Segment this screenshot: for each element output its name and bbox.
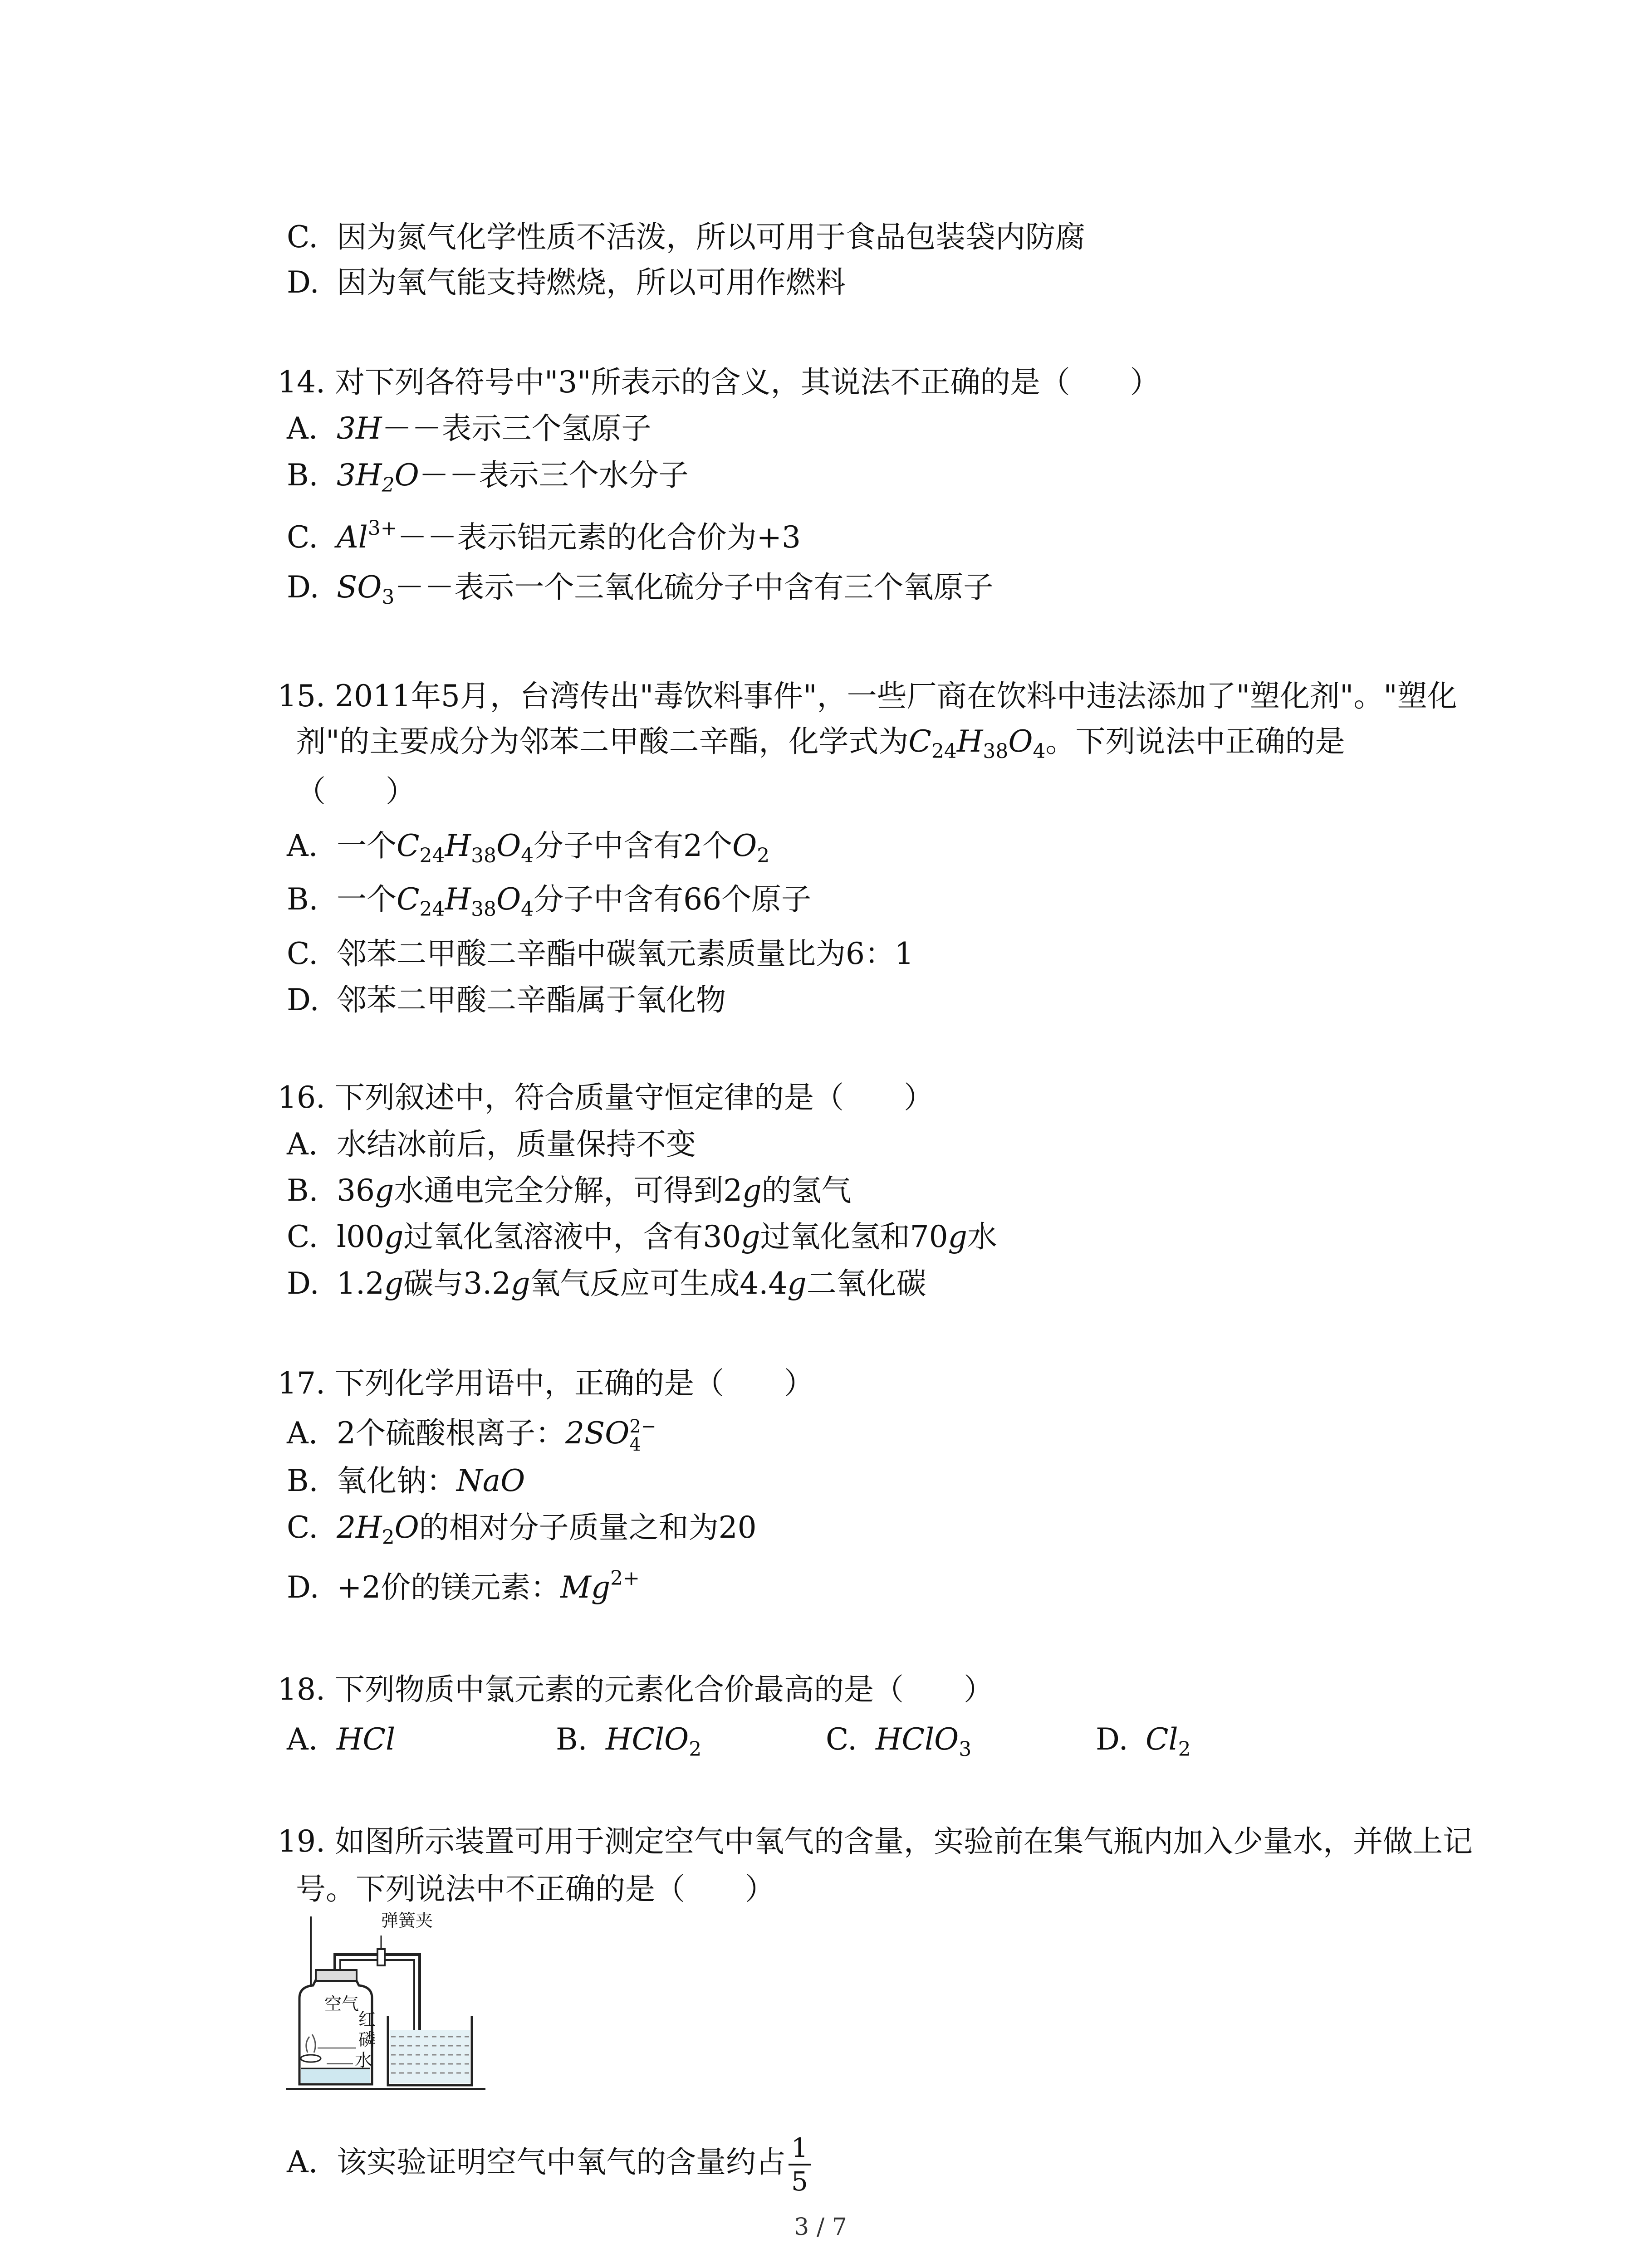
q16-stem: 16. 下列叙述中，符合质量守恒定律的是（ ） xyxy=(278,1080,934,1115)
q18-option-c: C. HClO$_3$ xyxy=(826,1722,972,1761)
figure-label-phosphorus-1: 红 xyxy=(358,2009,376,2029)
page-number: 3 / 7 xyxy=(794,2214,847,2241)
figure-label-water: 水 xyxy=(355,2050,372,2070)
q14-option-d: D. $SO_3--$表示一个三氧化硫分子中含有三个氧原子 xyxy=(287,570,994,609)
fraction-one-fifth: $\frac{1}{5}$ xyxy=(789,2132,811,2197)
q17-option-b: B. 氧化钠：NaO xyxy=(287,1463,525,1498)
figure-label-air: 空气 xyxy=(324,1994,359,2014)
q14-option-b: B. $3H_2O--$表示三个水分子 xyxy=(287,458,689,497)
q16-option-d: D. 1.2g碳与3.2g氧气反应可生成4.4g二氧化碳 xyxy=(287,1266,926,1301)
q13-option-d: D. 因为氧气能支持燃烧，所以可用作燃料 xyxy=(287,265,846,300)
q17-option-c: C. $2H_2O$的相对分子质量之和为20 xyxy=(287,1510,757,1549)
q15-option-d: D. 邻苯二甲酸二辛酯属于氧化物 xyxy=(287,982,726,1017)
q18-option-a: A. HCl xyxy=(287,1722,396,1757)
q16-option-c: C. l00g过氧化氢溶液中，含有30g过氧化氢和70g水 xyxy=(287,1219,997,1254)
q14-option-a: A. 3H－－表示三个氢原子 xyxy=(287,411,652,446)
q15-option-a: A. 一个$C_{24}H_{38}O_4$分子中含有2个$O_2$ xyxy=(287,828,770,867)
q15-stem-line1: 15. 2011年5月，台湾传出"毒饮料事件"，一些厂商在饮料中违法添加了"塑化剂"。"塑化 xyxy=(278,679,1457,714)
q18-option-d: D. $Cl_2$ xyxy=(1096,1722,1191,1761)
q15-stem-line3: （ ） xyxy=(296,774,416,809)
q16-option-b: B. 36g水通电完全分解，可得到2g的氢气 xyxy=(287,1173,852,1208)
q14-option-c: C. $Al^{3+}--$表示铝元素的化合价为+3 xyxy=(287,517,801,555)
q19-stem-line1: 19. 如图所示装置可用于测定空气中氧气的含量，实验前在集气瓶内加入少量水，并做上记 xyxy=(278,1824,1473,1859)
q16-option-a: A. 水结冰前后，质量保持不变 xyxy=(287,1127,696,1162)
q15-stem-line2: 剂"的主要成分为邻苯二甲酸二辛酯，化学式为$C_{24}H_{38}O_4$。下列说法中正确的是 xyxy=(296,724,1345,763)
q15-option-c: C. 邻苯二甲酸二辛酯中碳氧元素质量比为6：1 xyxy=(287,936,914,971)
q14-stem: 14. 对下列各符号中"3"所表示的含义，其说法不正确的是（ ） xyxy=(278,365,1160,400)
q19-option-a: A. 该实验证明空气中氧气的含量约占 $\frac{1}{5}$ xyxy=(287,2132,811,2197)
oxygen-measurement-apparatus-figure xyxy=(272,1907,508,2098)
q17-stem: 17. 下列化学用语中，正确的是（ ） xyxy=(278,1366,814,1401)
q19-stem-line2: 号。下列说法中不正确的是（ ） xyxy=(296,1872,775,1906)
figure-label-phosphorus-2: 磷 xyxy=(358,2030,376,2050)
q17-option-a: A. 2个硫酸根离子：2SO 2− 4 xyxy=(287,1416,656,1455)
q18-stem: 18. 下列物质中氯元素的元素化合价最高的是（ ） xyxy=(278,1672,994,1707)
figure-label-clamp: 弹簧夹 xyxy=(381,1911,433,1931)
q13-option-c: C. 因为氮气化学性质不活泼，所以可用于食品包装袋内防腐 xyxy=(287,220,1085,254)
q18-option-b: B. HClO$_2$ xyxy=(556,1722,702,1761)
q17-option-d: D. +2价的镁元素：$Mg^{2+}$ xyxy=(287,1567,640,1605)
q15-option-b: B. 一个$C_{24}H_{38}O_4$分子中含有66个原子 xyxy=(287,882,812,921)
